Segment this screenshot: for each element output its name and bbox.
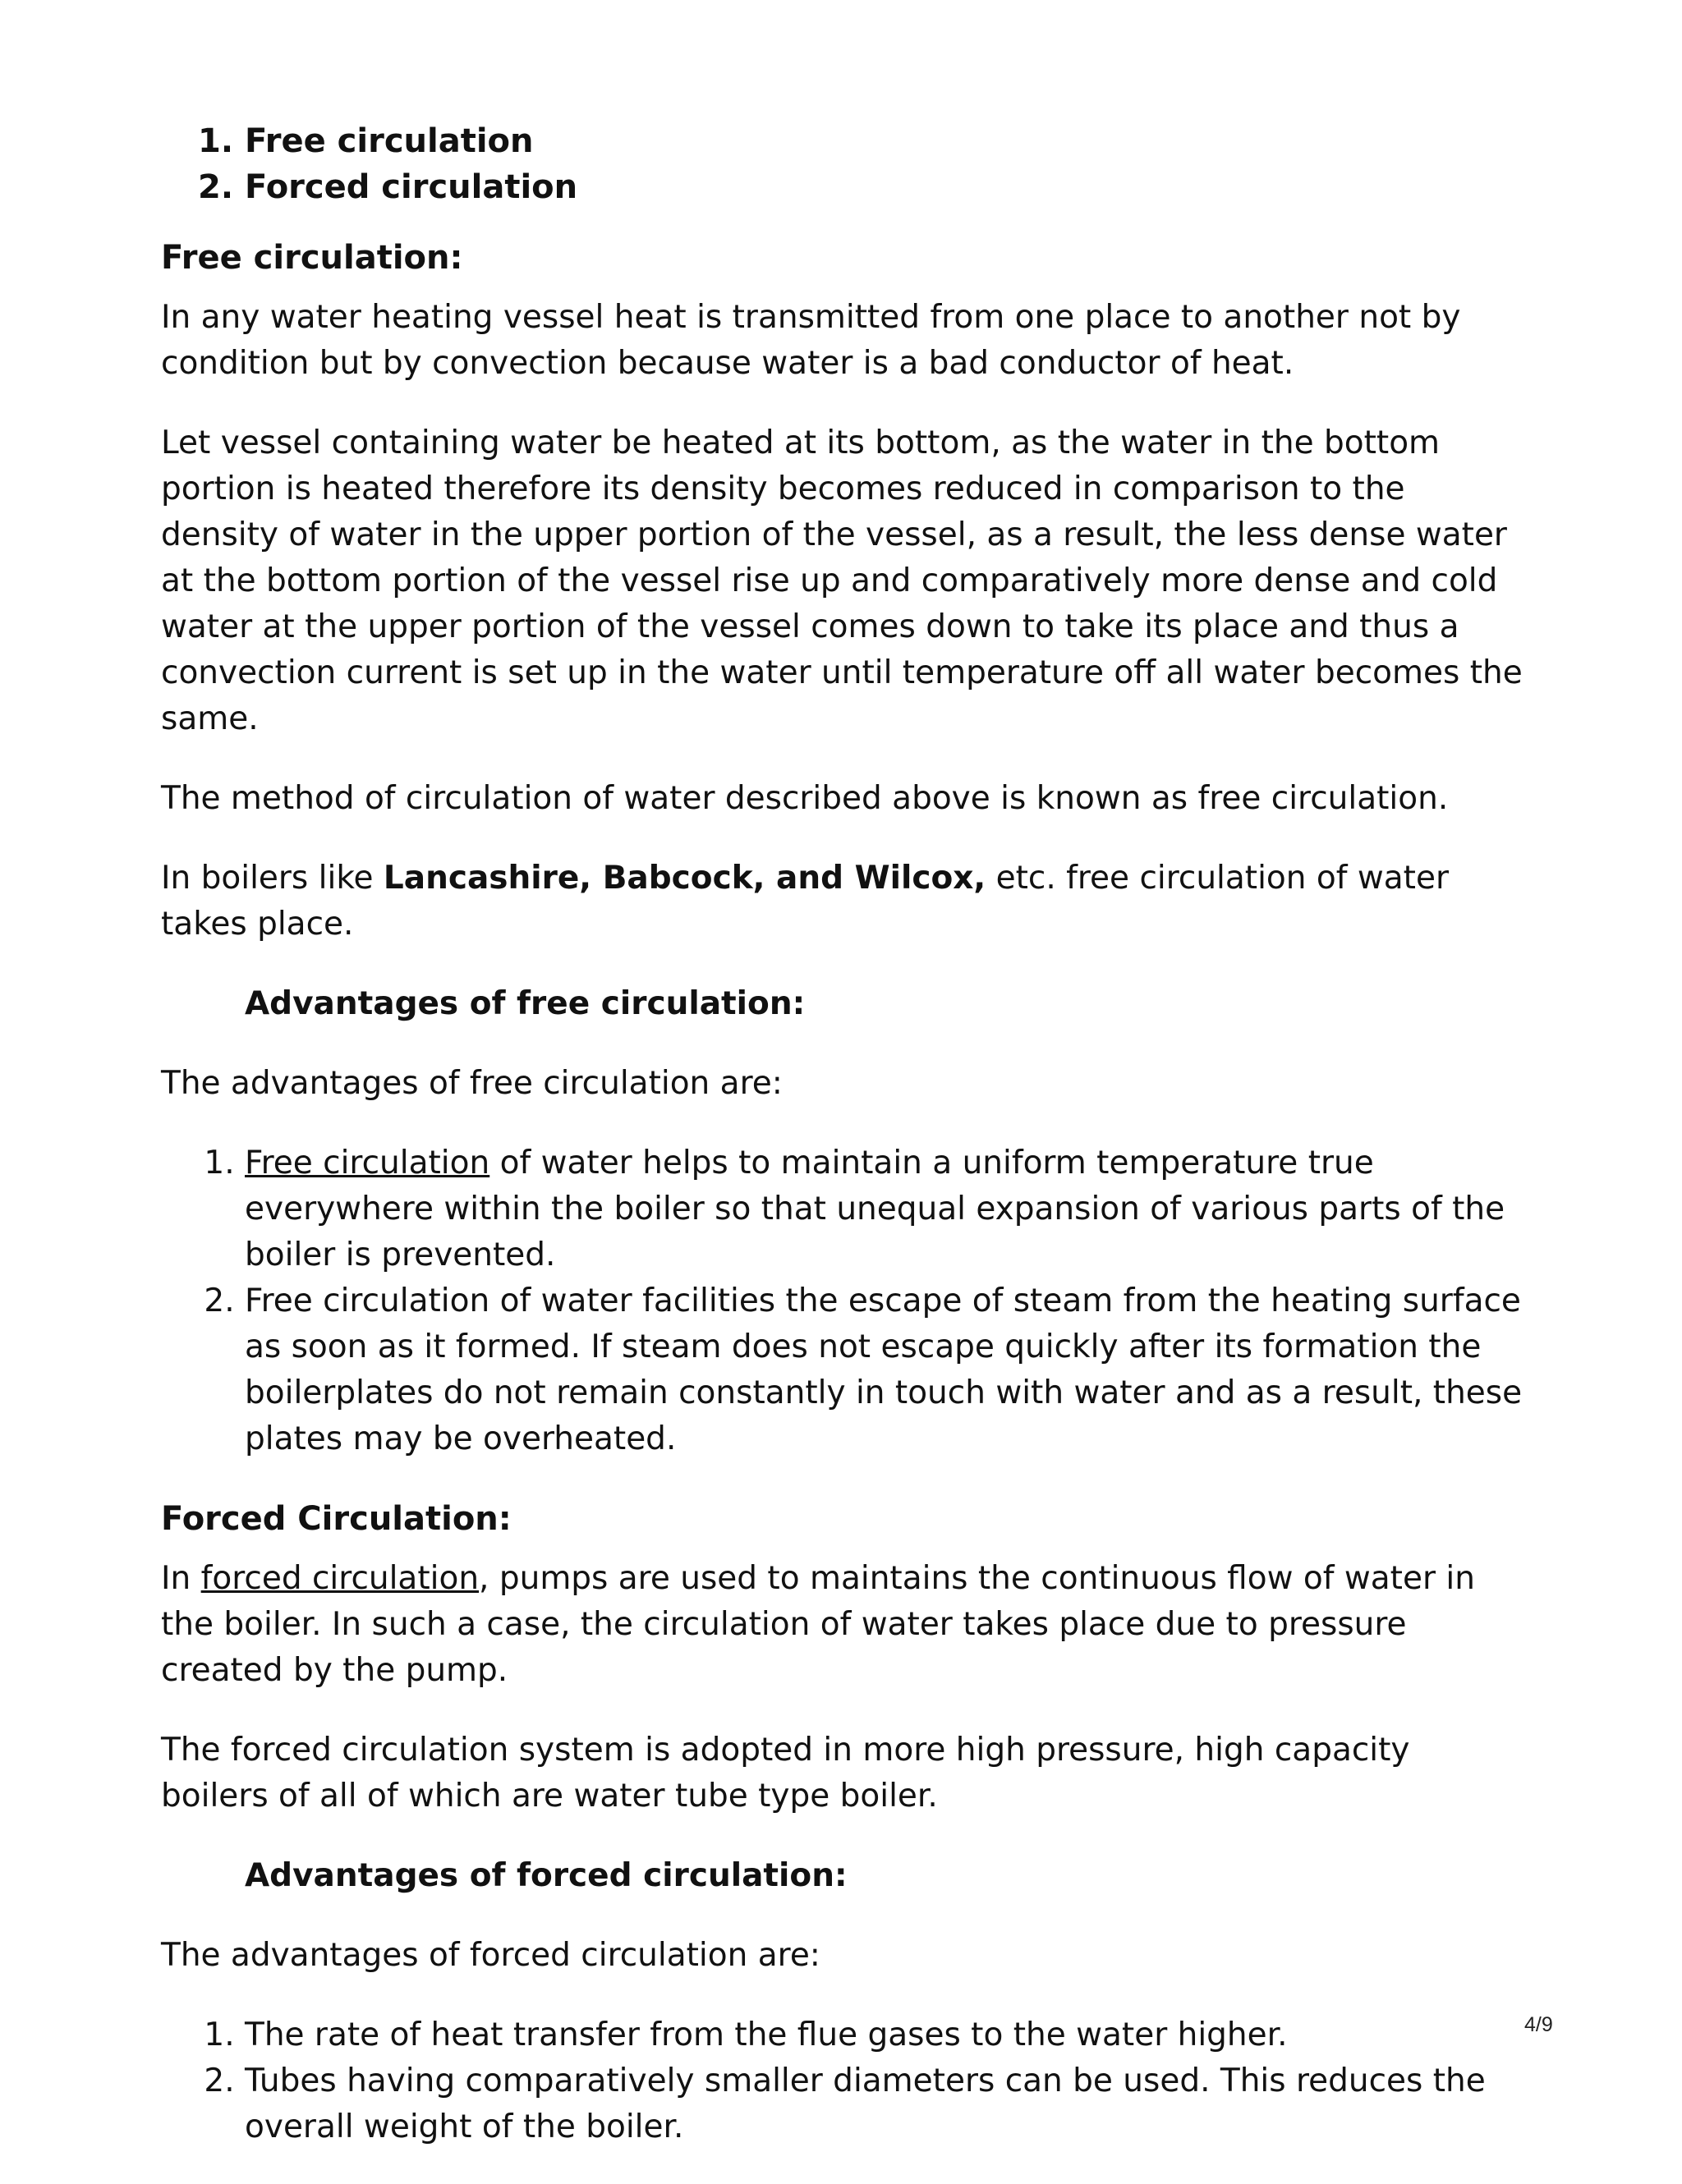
paragraph-text: In — [161, 1560, 201, 1597]
paragraph: The advantages of forced circulation are: — [161, 1937, 820, 1974]
paragraph: In any water heating vessel heat is transmitted from one place to another not by condition but by convection because water is a bad conductor of heat. — [161, 299, 1461, 382]
list-item: 1. Free circulation — [245, 118, 1524, 164]
forced-advantages-heading: Advantages of forced circulation: — [245, 1857, 848, 1894]
document-body — [161, 118, 1524, 2184]
forced-advantages-list — [161, 2012, 1524, 2150]
forced-circulation-link[interactable]: forced circulation — [200, 1560, 480, 1597]
paragraph-text: etc. free circulation of water takes place. — [161, 860, 1450, 943]
boiler-names: Lancashire, Babcock, and Wilcox, — [383, 860, 986, 897]
list-item-text: of water helps to maintain a uniform temperature true everywhere within the boiler so that unequal expansion of various parts of the boiler is prevented. — [245, 1145, 1505, 1273]
list-item: 2. Forced circulation — [245, 164, 1524, 210]
paragraph-text: , pumps are used to maintains the continuous flow of water in the boiler. In such a case, the circulation of water takes place due to pressure created by the pump. — [161, 1560, 1475, 1689]
list-item: 1. The rate of heat transfer from the flue gases to the water higher. — [245, 2012, 1524, 2058]
list-item: 2. Tubes having comparatively smaller diameters can be used. This reduces the overall weight of the boiler. — [245, 2058, 1524, 2150]
list-item — [245, 1140, 1524, 1278]
free-circulation-link[interactable]: Free circulation — [245, 1145, 490, 1181]
forced-circulation-heading: Forced Circulation: — [161, 1500, 512, 1538]
page-number: 4/9 — [1524, 2013, 1553, 2036]
free-advantages-heading: Advantages of free circulation: — [245, 985, 806, 1022]
paragraph-text: In boilers like — [161, 860, 384, 897]
paragraph: Let vessel containing water be heated at its bottom, as the water in the bottom portion is heated therefore its density becomes reduced in comparison to the density of water in the upper portion of the vessel, as a result, the less dense water at the bottom portion of the vessel rise up and comparatively more dense and cold water at the upper portion of the vessel comes down to take its place and thus a convection current is set up in the water until temperature off all water becomes the same. — [161, 424, 1523, 737]
list-item: 2. Free circulation of water facilities the escape of steam from the heating surface as soon as it formed. If steam does not escape quickly after its formation the boilerplates do not remain constantly in touch with water and as a result, these plates may be overheated. — [245, 1278, 1524, 1462]
paragraph: The forced circulation system is adopted in more high pressure, high capacity boilers of all of which are water tube type boiler. — [161, 1732, 1410, 1815]
paragraph: The advantages of free circulation are: — [161, 1065, 783, 1102]
free-circulation-heading: Free circulation: — [161, 239, 463, 277]
circulation-types-list — [161, 118, 1524, 210]
paragraph: The method of circulation of water described above is known as free circulation. — [161, 780, 1449, 817]
paragraph — [161, 1556, 1524, 1694]
paragraph — [161, 856, 1524, 947]
free-advantages-list — [161, 1140, 1524, 1462]
